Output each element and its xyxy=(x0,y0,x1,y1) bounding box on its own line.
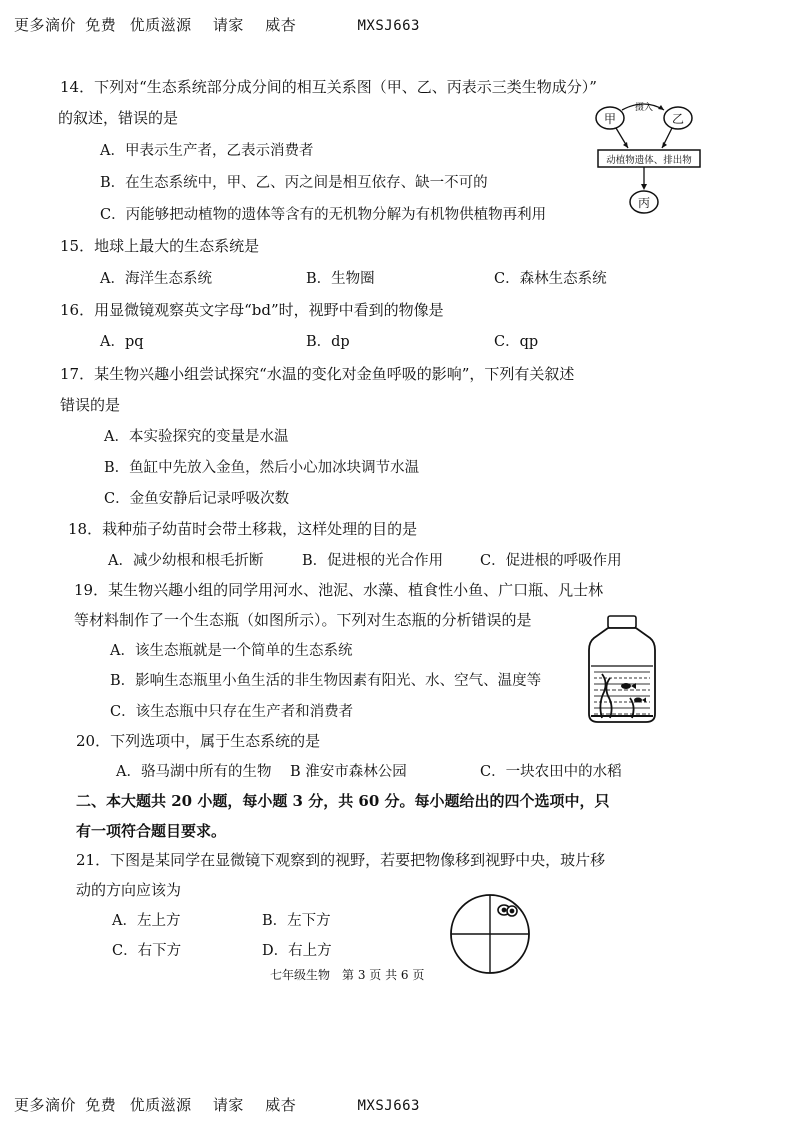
banner-text-3: 优质滋源 xyxy=(129,1096,192,1114)
q17-option-c: C．金鱼安静后记录呼吸次数 xyxy=(104,491,290,507)
banner-text-4: 请家 xyxy=(212,16,244,34)
banner-text-5: 威杏 xyxy=(265,1096,297,1114)
page-footer: 七年级生物 第 3 页 共 6 页 xyxy=(270,968,425,982)
q20-option-c: C．一块农田中的水稻 xyxy=(480,764,622,780)
cell-object-icon xyxy=(498,905,517,916)
q20-stem: 20．下列选项中，属于生态系统的是 xyxy=(76,732,321,750)
banner-code: MXSJ663 xyxy=(357,1098,420,1114)
q14-option-b: B．在生态系统中，甲、乙、丙之间是相互依存、缺一不可的 xyxy=(100,175,488,191)
q19-option-b: B．影响生态瓶里小鱼生活的非生物因素有阳光、水、空气、温度等 xyxy=(110,673,542,689)
q15-option-c: C．森林生态系统 xyxy=(494,271,607,287)
banner-text-1: 更多滴价 xyxy=(14,1096,77,1114)
banner-text-3: 优质滋源 xyxy=(129,16,192,34)
ecological-bottle-figure xyxy=(586,614,658,726)
q16-option-a: A．pq xyxy=(100,334,144,350)
banner-text-2: 免费 xyxy=(85,16,117,34)
top-banner xyxy=(14,14,420,35)
q17-option-b: B．鱼缸中先放入金鱼，然后小心加冰块调节水温 xyxy=(104,460,420,476)
banner-code: MXSJ663 xyxy=(357,18,420,34)
q17-line1: 17．某生物兴趣小组尝试探究“水温的变化对金鱼呼吸的影响”，下列有关叙述 xyxy=(60,365,575,383)
q18-stem: 18．栽种茄子幼苗时会带土移栽，这样处理的目的是 xyxy=(68,520,418,538)
q14-option-c: C．丙能够把动植物的遗体等含有的无机物分解为有机物供植物再利用 xyxy=(100,207,547,223)
q19-line1: 19．某生物兴趣小组的同学用河水、池泥、水藻、植食性小鱼、广口瓶、凡士林 xyxy=(74,581,604,599)
q17-line2: 错误的是 xyxy=(60,396,121,414)
q15-option-b: B．生物圈 xyxy=(306,271,375,287)
banner-text-2: 免费 xyxy=(85,1096,117,1114)
banner-text-1: 更多滴价 xyxy=(14,16,77,34)
label-bing: 丙 xyxy=(637,196,651,210)
q19-line2: 等材料制作了一个生态瓶（如图所示）。下列对生态瓶的分析错误的是 xyxy=(74,611,532,629)
q18-option-b: B．促进根的光合作用 xyxy=(302,553,444,569)
q21-option-d: D．右上方 xyxy=(262,943,332,959)
q16-option-c: C．qp xyxy=(494,334,539,350)
q15-option-a: A．海洋生态系统 xyxy=(100,271,212,287)
q21-line1: 21．下图是某同学在显微镜下观察到的视野，若要把物像移到视野中央，玻片移 xyxy=(76,851,606,869)
label-box: 动植物遗体、排出物 xyxy=(606,155,692,166)
q21-option-b: B．左下方 xyxy=(262,913,331,929)
q21-line2: 动的方向应该为 xyxy=(76,881,182,899)
banner-text-5: 威杏 xyxy=(265,16,297,34)
section2-line2: 有一项符合题目要求。 xyxy=(76,822,227,840)
q18-option-a: A．减少幼根和根毛折断 xyxy=(108,553,264,569)
q19-option-c: C．该生态瓶中只存在生产者和消费者 xyxy=(110,704,354,720)
q14-line2: 的叙述，错误的是 xyxy=(58,109,179,127)
q15-stem: 15．地球上最大的生态系统是 xyxy=(60,237,260,255)
q20-option-b: B 淮安市森林公园 xyxy=(290,764,407,780)
label-yi: 乙 xyxy=(671,112,685,126)
q14-option-a: A．甲表示生产者，乙表示消费者 xyxy=(100,143,314,159)
q21-option-c: C．右下方 xyxy=(112,943,182,959)
bottle-neck xyxy=(608,616,636,628)
section2-line1: 二、本大题共 20 小题，每小题 3 分，共 60 分。每小题给出的四个选项中，只 xyxy=(76,792,610,810)
q19-option-a: A．该生态瓶就是一个简单的生态系统 xyxy=(110,643,353,659)
q18-option-c: C．促进根的呼吸作用 xyxy=(480,553,622,569)
q20-option-a: A．骆马湖中所有的生物 xyxy=(116,764,272,780)
q14-line1: 14．下列对“生态系统部分成分间的相互关系图（甲、乙、丙表示三类生物成分）” xyxy=(60,78,597,96)
label-intake: 摄入 xyxy=(634,103,654,113)
microscope-field-of-view xyxy=(448,892,532,976)
banner-text-4: 请家 xyxy=(212,1096,244,1114)
q16-stem: 16．用显微镜观察英文字母“bd”时，视野中看到的物像是 xyxy=(60,301,444,319)
bottom-banner xyxy=(14,1094,420,1115)
q17-option-a: A．本实验探究的变量是水温 xyxy=(104,429,289,445)
q21-option-a: A．左上方 xyxy=(112,913,181,929)
q16-option-b: B．dp xyxy=(306,334,350,350)
ecosystem-relation-diagram xyxy=(592,100,704,218)
label-jia: 甲 xyxy=(603,112,617,126)
